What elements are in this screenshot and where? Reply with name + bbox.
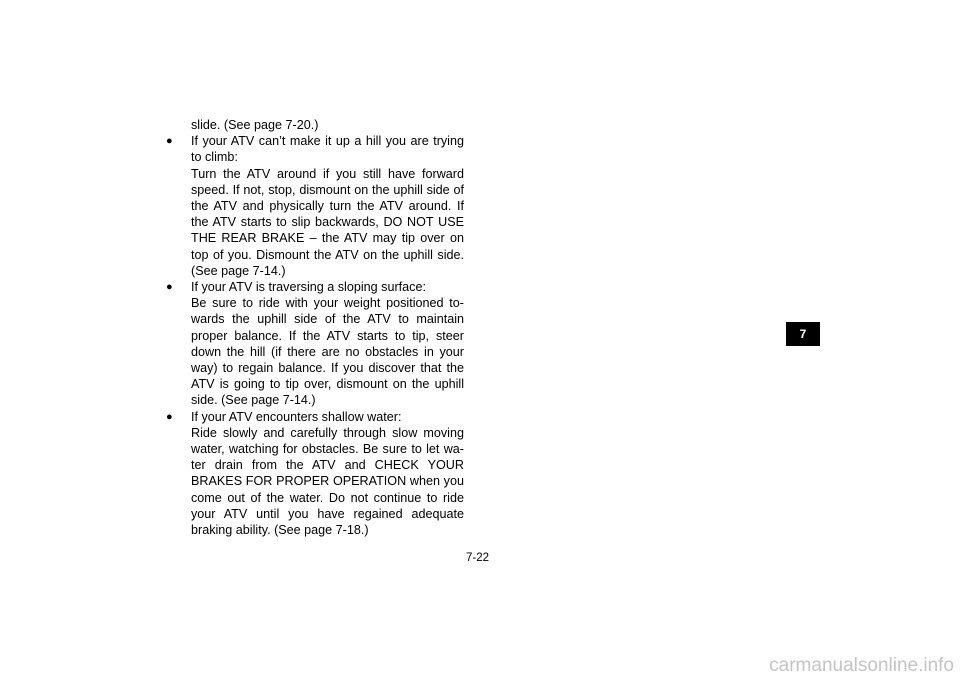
list-item (166, 279, 464, 409)
text-column (166, 117, 464, 538)
item-lead: If your ATV is traversing a sloping surface: (191, 280, 426, 295)
bullet-icon: ● (166, 281, 173, 294)
item-lead: If your ATV can’t make it up a hill you are trying to climb: (191, 134, 464, 165)
chapter-tab: 7 (786, 322, 820, 346)
continuation-text: slide. (See page 7-20.) (191, 118, 319, 132)
watermark: carmanualsonline.info (769, 655, 954, 676)
item-body: Ride slowly and carefully through slow moving water, watching for obstacles. Be sure to let wa-ter drain from the ATV and CHECK YOUR BRAKES FOR PROPER OPERATION when you come out of the water. Do not continue to ride your ATV until you have regained adequate braking ability. (See page 7-18.) (191, 425, 464, 538)
list-item (166, 133, 464, 279)
page-number: 7-22 (466, 552, 490, 564)
bullet-icon: ● (166, 410, 173, 423)
item-body: Be sure to ride with your weight positioned to-wards the uphill side of the ATV to maintain proper balance. If the ATV starts to tip, steer down the hill (if there are no obstacles in your way) to regain balance. If you discover that the ATV is going to tip over, dismount on the uphill side. (See page 7-14.) (191, 296, 464, 408)
bullet-icon: ● (166, 135, 173, 148)
item-lead: If your ATV encounters shallow water: (191, 409, 402, 424)
item-body: Turn the ATV around if you still have forward speed. If not, stop, dismount on the uphill side of the ATV and physically turn the ATV around. If the ATV starts to slip backwards, DO NOT USE THE REAR BRAKE – the ATV may tip over on top of you. Dismount the ATV on the uphill side. (See page 7-14.) (191, 166, 464, 278)
list-item (166, 409, 464, 539)
